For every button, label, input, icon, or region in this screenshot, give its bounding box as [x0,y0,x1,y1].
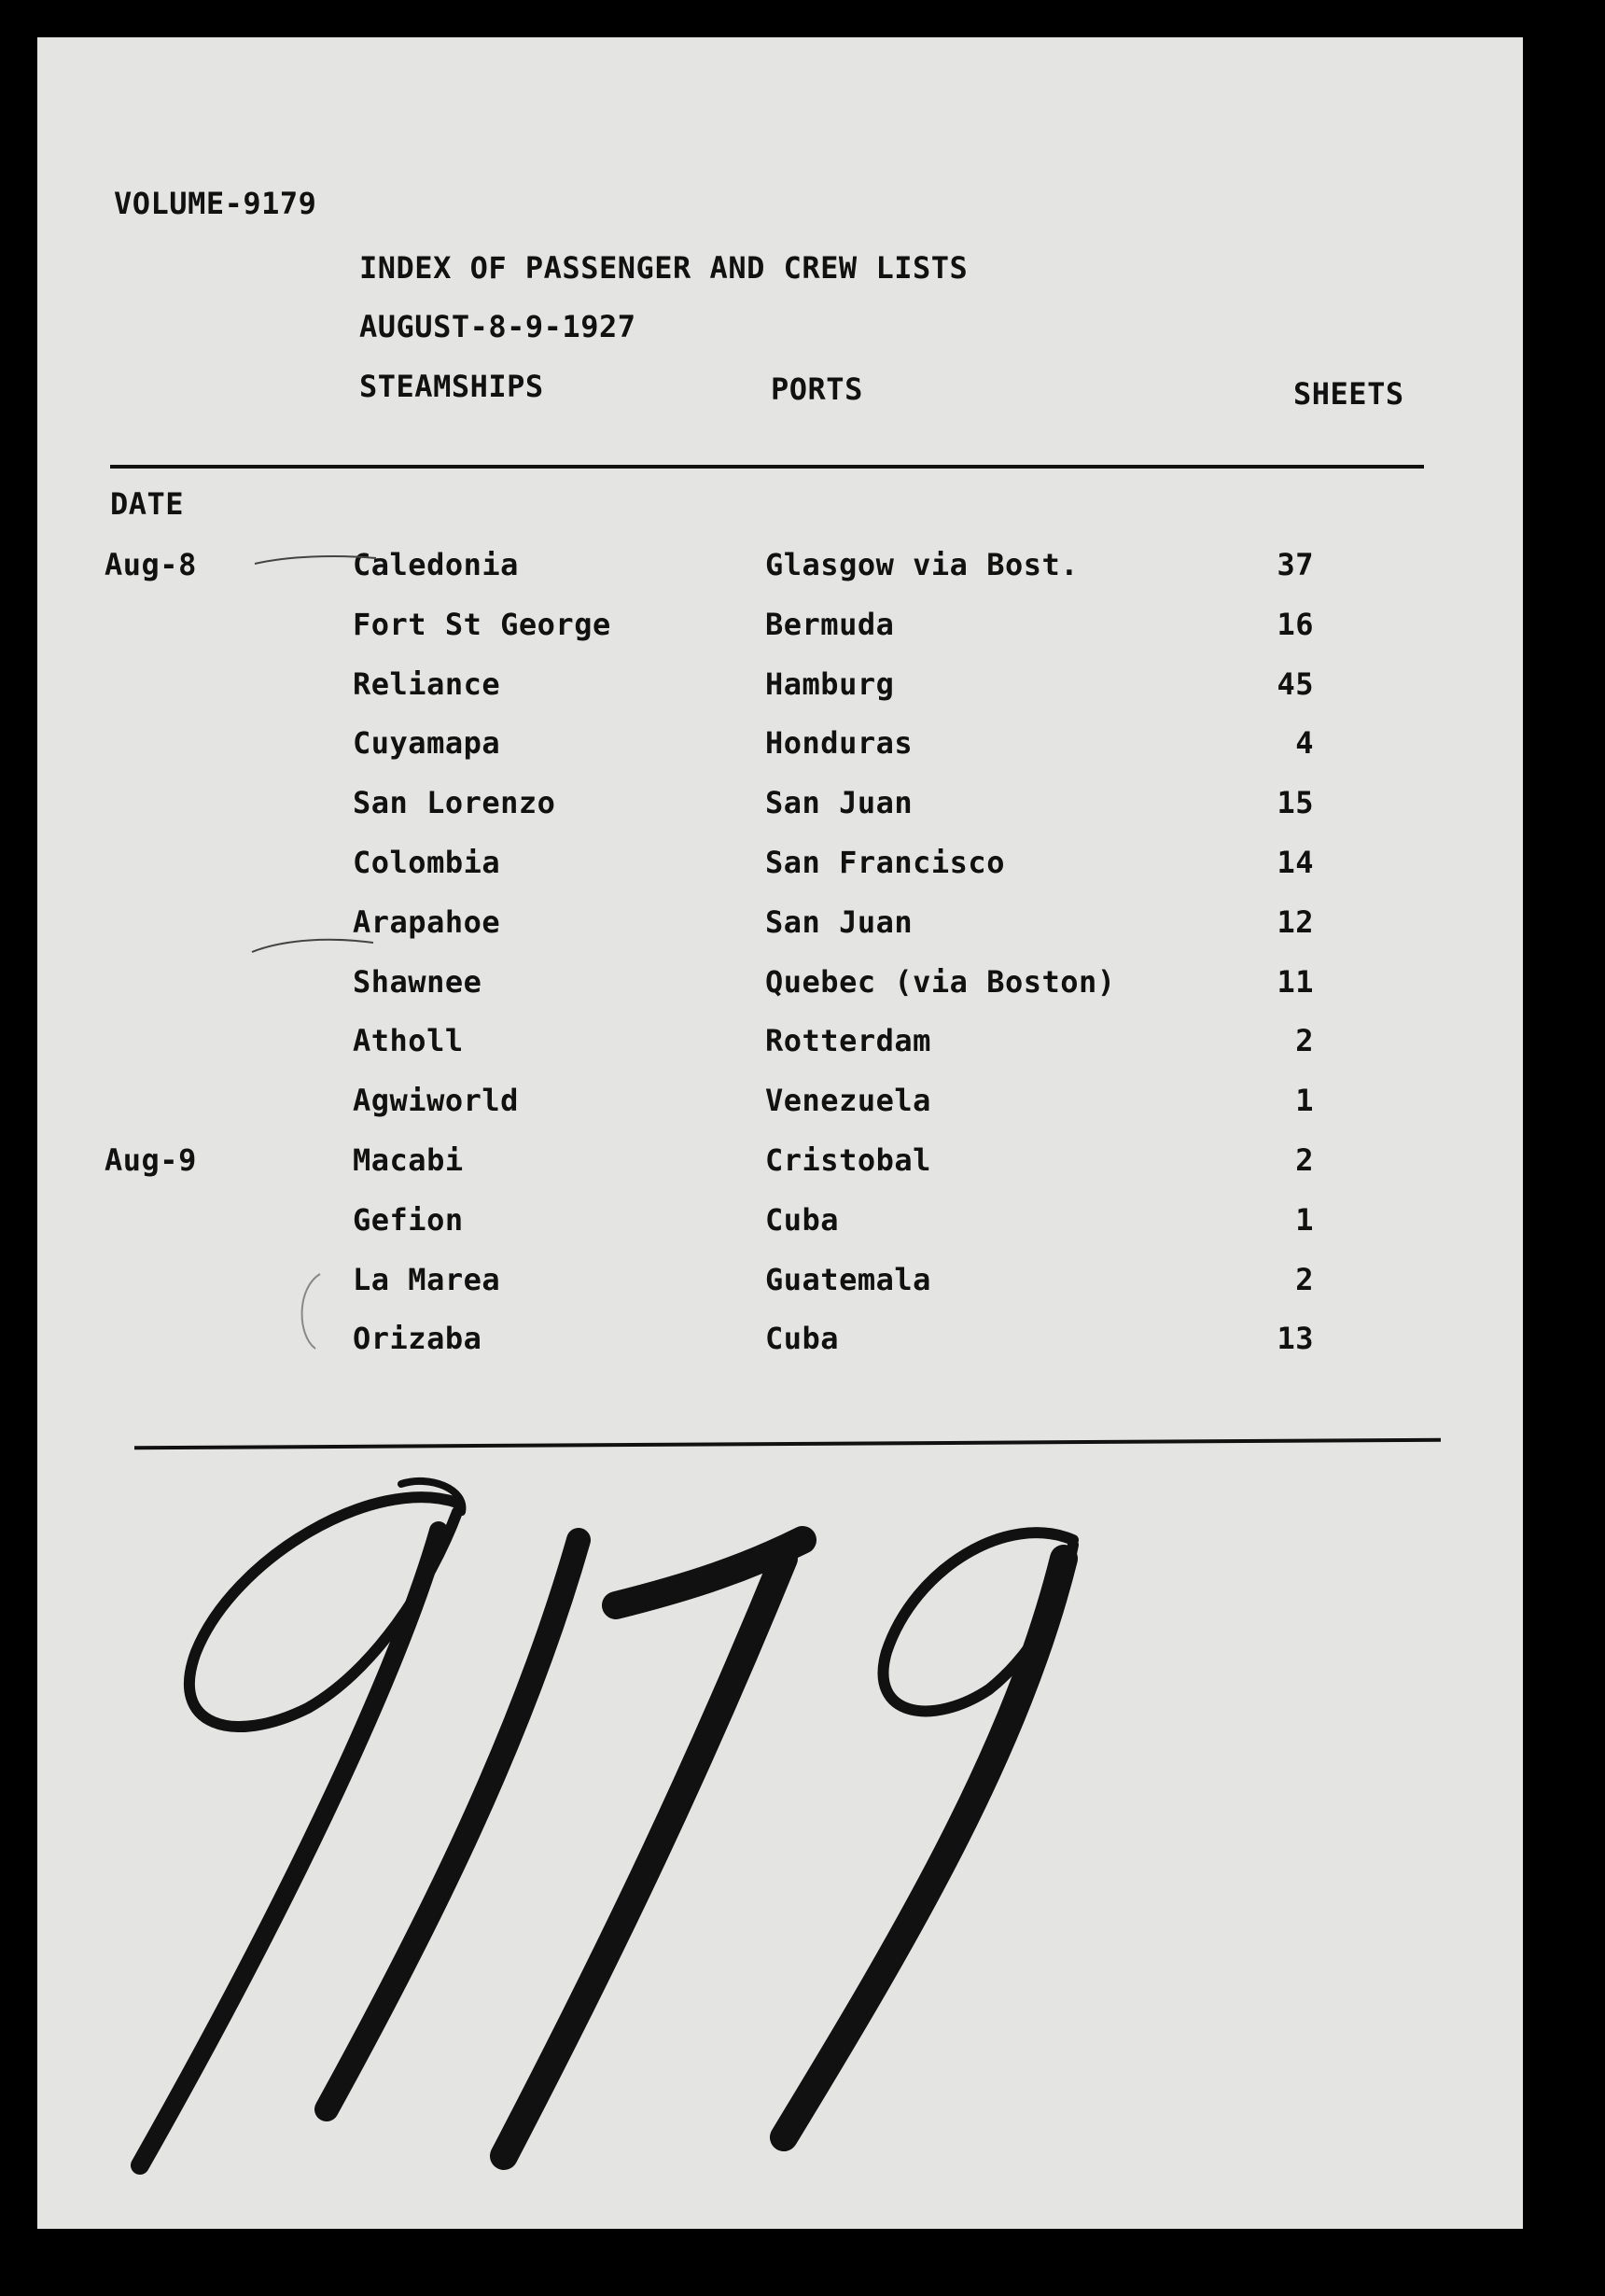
row-date: Aug-9 [105,1142,197,1178]
row-steamship: Agwiworld [353,1083,519,1119]
row-port: Cristobal [765,1142,931,1178]
row-steamship: Fort St George [353,606,611,642]
handwritten-volume-number [93,1456,1493,2203]
table-row [37,1201,1523,1239]
row-steamship: Colombia [353,845,501,880]
row-date: Aug-8 [105,547,197,582]
top-divider [110,465,1424,469]
row-sheets: 1 [1295,1201,1314,1238]
row-port: Hamburg [765,665,895,702]
row-steamship: Arapahoe [353,903,501,940]
row-port: Cuba [765,1321,840,1357]
column-header-date: DATE [110,486,185,522]
document-title: INDEX OF PASSENGER AND CREW LISTS [359,250,969,286]
stray-pen-mark [287,1269,325,1353]
row-port: San Juan [765,903,914,940]
row-port: Quebec (via Boston) [765,963,1116,1000]
row-steamship: Gefion [353,1201,464,1238]
row-sheets: 4 [1295,725,1314,762]
index-card [37,37,1523,2229]
row-steamship: Caledonia [353,547,519,582]
table-row [37,1320,1523,1357]
row-port: Honduras [765,725,914,762]
row-port: Guatemala [765,1261,931,1297]
row-sheets: 45 [1277,665,1314,702]
table-row [37,1082,1523,1119]
row-sheets: 16 [1277,606,1314,642]
row-sheets: 14 [1277,845,1314,880]
row-sheets: 1 [1295,1083,1314,1119]
table-row [37,665,1523,703]
row-port: Cuba [765,1201,840,1238]
row-sheets: 2 [1295,1142,1314,1178]
row-steamship: Atholl [353,1023,464,1059]
row-port: Rotterdam [765,1023,931,1059]
table-row [37,606,1523,643]
row-steamship: Reliance [353,665,501,702]
row-steamship: Cuyamapa [353,725,501,762]
row-port: Glasgow via Bost. [765,547,1080,582]
row-steamship: San Lorenzo [353,785,556,821]
row-steamship: Shawnee [353,963,482,1000]
row-port: Bermuda [765,606,895,642]
row-sheets: 37 [1277,547,1314,582]
stray-pen-mark [247,933,378,961]
row-port: San Francisco [765,845,1005,880]
row-sheets: 13 [1277,1321,1314,1357]
stray-pen-mark [250,545,381,573]
table-row [37,844,1523,881]
table-row [37,724,1523,762]
table-row [37,1261,1523,1298]
column-header-steamships: STEAMSHIPS [359,369,544,404]
table-row [37,963,1523,1001]
document-dates: AUGUST-8-9-1927 [359,309,636,344]
table-row [37,1141,1523,1179]
row-sheets: 2 [1295,1261,1314,1297]
table-row [37,1022,1523,1059]
row-steamship: Macabi [353,1142,464,1178]
row-sheets: 2 [1295,1023,1314,1059]
volume-label: VOLUME-9179 [114,186,317,221]
row-steamship: Orizaba [353,1321,482,1357]
column-header-sheets: SHEETS [1293,376,1404,412]
row-sheets: 12 [1277,903,1314,940]
column-header-ports: PORTS [771,371,863,407]
bottom-divider [134,1438,1441,1450]
table-row [37,784,1523,821]
row-sheets: 11 [1277,963,1314,1000]
row-steamship: La Marea [353,1261,501,1297]
row-sheets: 15 [1277,785,1314,821]
row-port: Venezuela [765,1083,931,1119]
row-port: San Juan [765,785,914,821]
